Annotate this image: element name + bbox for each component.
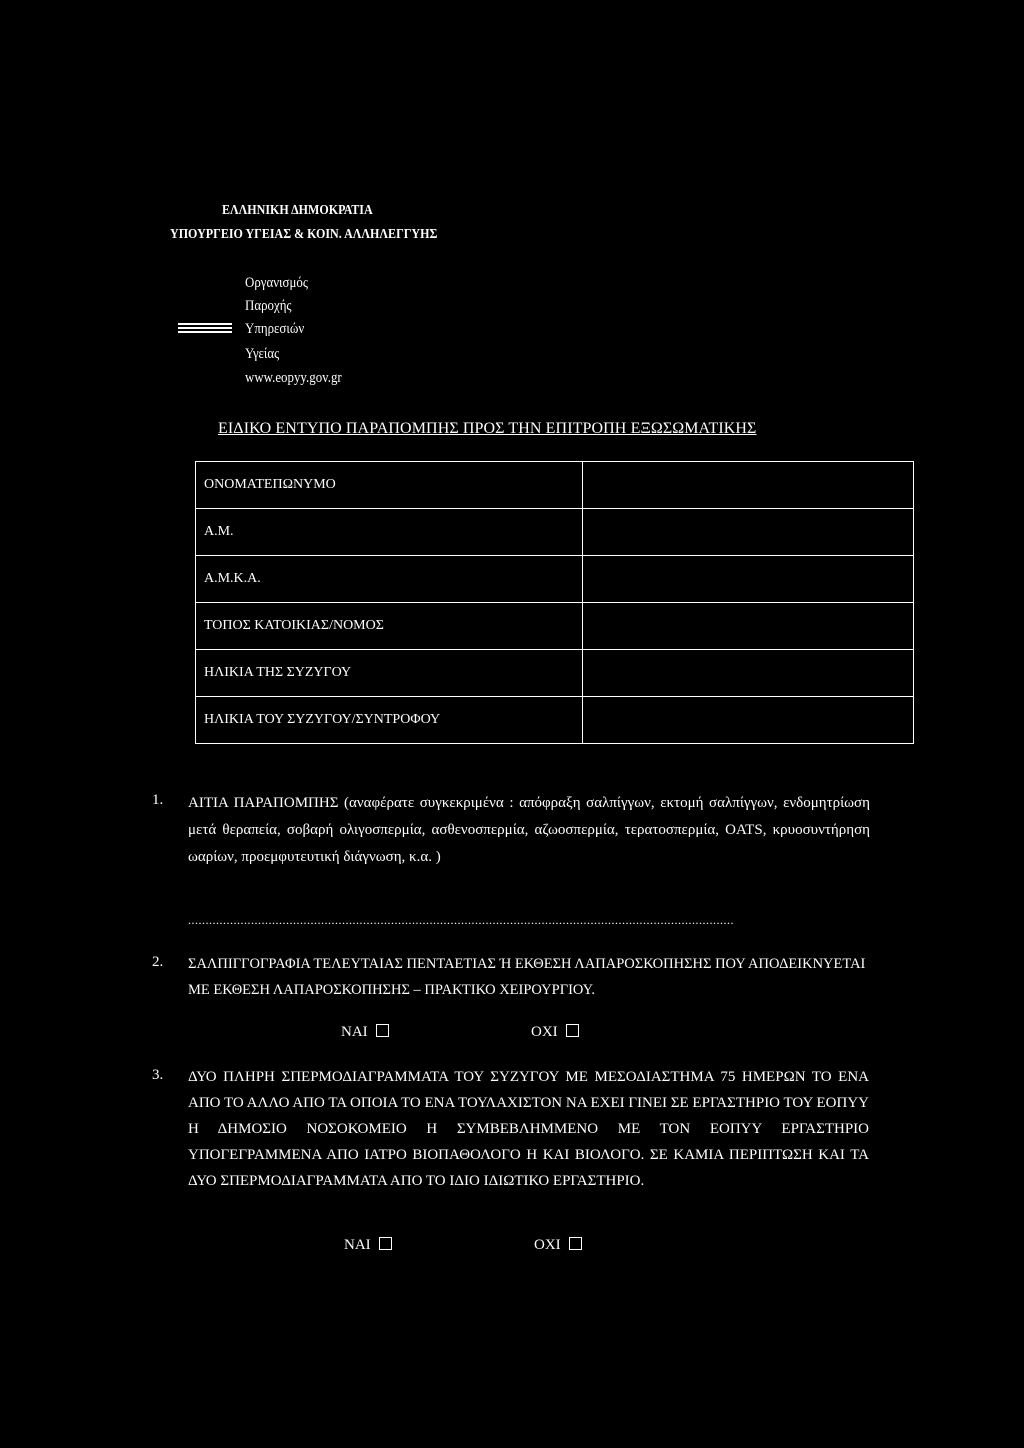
section2-no-checkbox[interactable] <box>566 1024 579 1037</box>
section3-yes-label: ΝΑΙ <box>344 1237 371 1253</box>
field-label-residence: ΤΟΠΟΣ ΚΑΤΟΙΚΙΑΣ/ΝΟΜΟΣ <box>196 603 583 650</box>
section3-text: ΔΥΟ ΠΛΗΡΗ ΣΠΕΡΜΟΔΙΑΓΡΑΜΜΑΤΑ ΤΟΥ ΣΥΖΥΓΟΥ ΜΕ ΜΕΣΟΔΙΑΣΤΗΜΑ 75 ΗΜΕΡΩΝ ΤΟ ΕΝΑ ΑΠΟ ΤΟ ΑΛΛΟ ΑΠΟ ΤΑ ΟΠΟΙΑ ΤΟ ΕΝΑ ΤΟΥΛΑΧΙΣΤΟΝ ΝΑ ΕΧΕΙ ΓΙΝΕΙ ΣΕ ΕΡΓΑΣΤΗΡΙΟ ΤΟΥ ΕΟΠΥΥ Η ΔΗΜΟΣΙΟ ΝΟΣΟΚΟΜΕΙΟ Η ΣΥΜΒΕΒΛΗΜΜΕΝΟ ΜΕ ΤΟΝ ΕΟΠΥΥ ΕΡΓΑΣΤΗΡΙΟ ΥΠΟΓΕΓΡΑΜΜΕΝΑ ΑΠΟ ΙΑΤΡΟ ΒΙΟΠΑΘΟΛΟΓΟ Η ΚΑΙ ΒΙΟΛΟΓΟ. ΣΕ ΚΑΜΙΑ ΠΕΡΙΠΤΩΣΗ ΚΑΙ ΤΑ ΔΥΟ ΣΠΕΡΜΟΔΙΑΓΡΑΜΜΑΤΑ ΑΠΟ ΤΟ ΙΔΙΟ ΙΔΙΩΤΙΚΟ ΕΡΓΑΣΤΗΡΙΟ. <box>188 1069 869 1189</box>
org-url: www.eopyy.gov.gr <box>245 370 342 386</box>
field-value-amka[interactable] <box>583 556 914 603</box>
section2-yes-checkbox[interactable] <box>376 1024 389 1037</box>
section2-number: 2. <box>152 954 164 970</box>
section3-no-option[interactable] <box>534 1237 582 1254</box>
ministry-heading: ΥΠΟΥΡΓΕΙΟ ΥΓΕΙΑΣ & ΚΟΙΝ. ΑΛΛΗΛΕΓΓΥΗΣ <box>170 227 438 242</box>
section3-no-label: ΟΧΙ <box>534 1237 561 1253</box>
section2-no-label: ΟΧΙ <box>531 1024 558 1040</box>
section2-yes-option[interactable] <box>341 1024 389 1041</box>
field-label-am: Α.Μ. <box>196 509 583 556</box>
table-row <box>196 509 914 556</box>
field-value-fullname[interactable] <box>583 462 914 509</box>
table-row <box>196 697 914 744</box>
table-row <box>196 556 914 603</box>
section3-number: 3. <box>152 1067 164 1083</box>
section3-yes-checkbox[interactable] <box>379 1237 392 1250</box>
section1-text: ΑΙΤΙΑ ΠΑΡΑΠΟΜΠΗΣ (αναφέρατε συγκεκριμένα : απόφραξη σαλπίγγων, εκτομή σαλπίγγων, ενδομητρίωση μετά θεραπεία, σοβαρή ολιγοσπερμία, ασθενοσπερμία, αζωοσπερμία, τερατοσπερμία, OATS, κρυοσυντήρηση ωαρίων, προεμφυτευτική διάγνωση, κ.α. ) <box>188 795 870 865</box>
org-name-line2: Παροχής <box>245 298 292 314</box>
table-row <box>196 462 914 509</box>
field-label-amka: Α.Μ.Κ.Α. <box>196 556 583 603</box>
table-row <box>196 603 914 650</box>
section3-no-checkbox[interactable] <box>569 1237 582 1250</box>
org-name-line4: Υγείας <box>245 346 280 362</box>
field-value-residence[interactable] <box>583 603 914 650</box>
eopyy-logo-icon <box>178 323 232 335</box>
org-name-line3: Υπηρεσιών <box>245 321 305 337</box>
section2-text: ΣΑΛΠΙΓΓΟΓΡΑΦΙΑ ΤΕΛΕΥΤΑΙΑΣ ΠΕΝΤΑΕΤΙΑΣ Ή ΕΚΘΕΣΗ ΛΑΠΑΡΟΣΚΟΠΗΣΗΣ ΠΟΥ ΑΠΟΔΕΙΚΝΥΕΤΑΙ ΜΕ ΕΚΘΕΣΗ ΛΑΠΑΡΟΣΚΟΠΗΣΗΣ – ΠΡΑΚΤΙΚΟ ΧΕΙΡΟΥΡΓΙΟΥ. <box>188 956 866 998</box>
section1-answer-line[interactable]: ............................................................................................................................................................ <box>188 913 734 927</box>
table-row <box>196 650 914 697</box>
field-value-partner-age[interactable] <box>583 697 914 744</box>
form-title: ΕΙΔΙΚΟ ΕΝΤΥΠΟ ΠΑΡΑΠΟΜΠΗΣ ΠΡΟΣ ΤΗΝ ΕΠΙΤΡΟΠΗ ΕΞΩΣΩΜΑΤΙΚΗΣ <box>218 420 757 437</box>
field-value-wife-age[interactable] <box>583 650 914 697</box>
org-name-line1: Οργανισμός <box>245 275 308 291</box>
section3-yes-option[interactable] <box>344 1237 392 1254</box>
field-label-fullname: ΟΝΟΜΑΤΕΠΩΝΥΜΟ <box>196 462 583 509</box>
country-heading: ΕΛΛΗΝΙΚΗ ΔΗΜΟΚΡΑΤΙΑ <box>222 203 373 218</box>
section2-no-option[interactable] <box>531 1024 579 1041</box>
section1-number: 1. <box>152 792 164 808</box>
field-label-partner-age: ΗΛΙΚΙΑ ΤΟΥ ΣΥΖΥΓΟΥ/ΣΥΝΤΡΟΦΟΥ <box>196 697 583 744</box>
field-value-am[interactable] <box>583 509 914 556</box>
patient-info-table <box>195 461 914 744</box>
field-label-wife-age: ΗΛΙΚΙΑ ΤΗΣ ΣΥΖΥΓΟΥ <box>196 650 583 697</box>
section2-yes-label: ΝΑΙ <box>341 1024 368 1040</box>
